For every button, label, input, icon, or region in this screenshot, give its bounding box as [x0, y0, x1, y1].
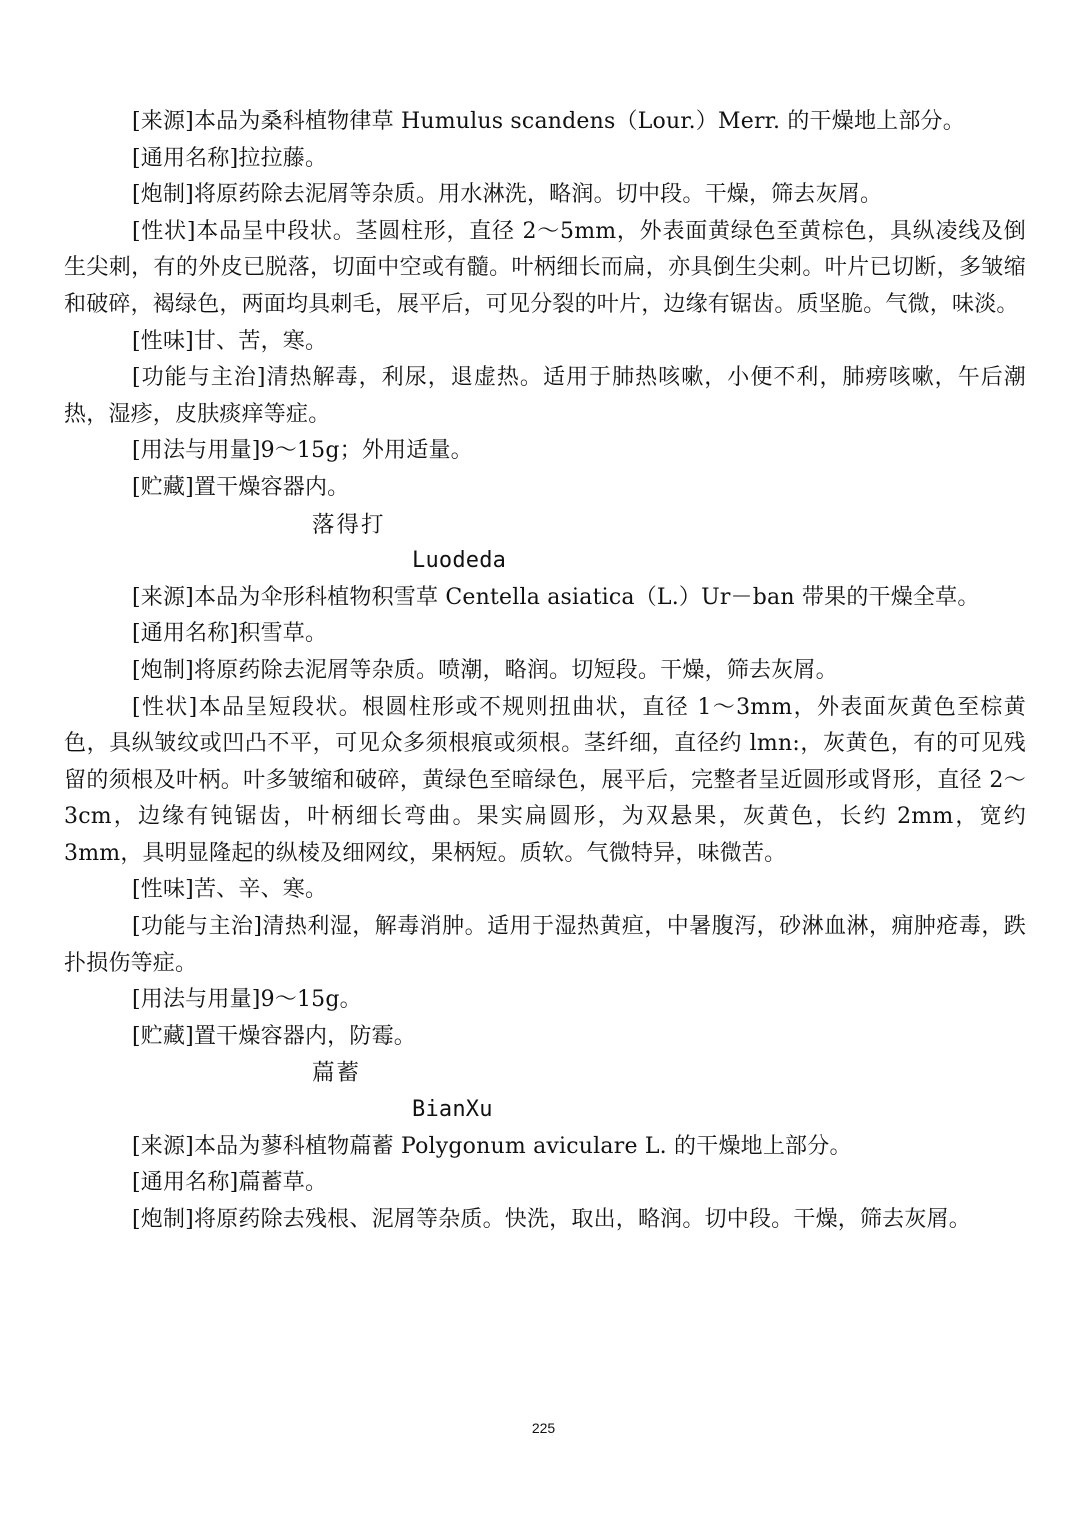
entry-source: [来源]本品为桑科植物律草 Humulus scandens（Lour.）Merr. 的干燥地上部分。: [132, 109, 965, 134]
entry-storage: [贮藏]置干燥容器内。: [132, 474, 350, 500]
entry-common-name: [通用名称]拉拉藤。: [132, 145, 328, 171]
entry-source: [来源]本品为蓼科植物萹蓄 Polygonum aviculare L. 的干燥地上部分。: [132, 1133, 852, 1159]
entry-indications: [功能与主治]清热利湿，解毒消肿。适用于湿热黄疸，中暑腹泻，砂淋血淋，痈肿疮毒，跌扑损伤等症。: [64, 914, 1026, 976]
page-number: 225: [531, 1420, 556, 1436]
entry-nature-flavor: [性味]甘、苦，寒。: [132, 328, 328, 354]
entry-processing: [炮制]将原药除去泥屑等杂质。喷潮，略润。切短段。干燥，筛去灰屑。: [132, 657, 838, 683]
entry-title: 落得打: [312, 511, 386, 538]
entry-pinyin: BianXu: [412, 1097, 493, 1123]
entry-processing: [炮制]将原药除去泥屑等杂质。用水淋洗，略润。切中段。干燥，筛去灰屑。: [132, 182, 883, 208]
entry-lalateng-continued: [64, 104, 1026, 507]
entry-common-name: [通用名称]萹蓄草。: [132, 1170, 328, 1196]
text-column: [64, 104, 1026, 1238]
entry-nature-flavor: [性味]苦、辛、寒。: [132, 877, 328, 903]
entry-indications: [功能与主治]清热解毒，利尿，退虚热。适用于肺热咳嗽，小便不利，肺痨咳嗽，午后潮热，湿疹，皮肤痰痒等症。: [64, 365, 1026, 427]
entry-bianxu: [64, 1055, 1026, 1238]
entry-pinyin: Luodeda: [412, 548, 507, 574]
entry-description: [性状]本品呈短段状。根圆柱形或不规则扭曲状，直径 1～3mm，外表面灰黄色至棕黄色，具纵皱纹或凹凸不平，可见众多须根痕或须根。茎纤细，直径约 lmn:，灰黄色，有的可见残留的须根及叶柄。叶多皱缩和破碎，黄绿色至暗绿色，展平后，完整者呈近圆形或肾形，直径 2～3cm，边缘有钝锯齿，叶柄细长弯曲。果实扁圆形，为双悬果，灰黄色，长约 2mm，宽约 3mm，具明显隆起的纵棱及细网纹，果柄短。质软。气微特异，味微苦。: [64, 694, 1026, 866]
entry-description: [性状]本品呈中段状。茎圆柱形，直径 2～5mm，外表面黄绿色至黄棕色，具纵凌线及倒生尖刺，有的外皮已脱落，切面中空或有髓。叶柄细长而扁，亦具倒生尖刺。叶片已切断，多皱缩和破碎，褐绿色，两面均具刺毛，展平后，可见分裂的叶片，边缘有锯齿。质坚脆。气微，味淡。: [64, 218, 1026, 317]
entry-storage: [贮藏]置干燥容器内，防霉。: [132, 1023, 416, 1049]
entry-title: 萹蓄: [312, 1060, 362, 1087]
entry-dosage: [用法与用量]9～15g。: [132, 987, 362, 1013]
entry-common-name: [通用名称]积雪草。: [132, 621, 328, 647]
entry-source: [来源]本品为伞形科植物积雪草 Centella asiatica（L.）Ur－ban 带果的干燥全草。: [132, 584, 980, 610]
entry-processing: [炮制]将原药除去残根、泥屑等杂质。快洗，取出，略润。切中段。干燥，筛去灰屑。: [132, 1206, 971, 1232]
entry-dosage: [用法与用量]9～15g；外用适量。: [132, 438, 473, 464]
entry-luodeda: [64, 507, 1026, 1056]
